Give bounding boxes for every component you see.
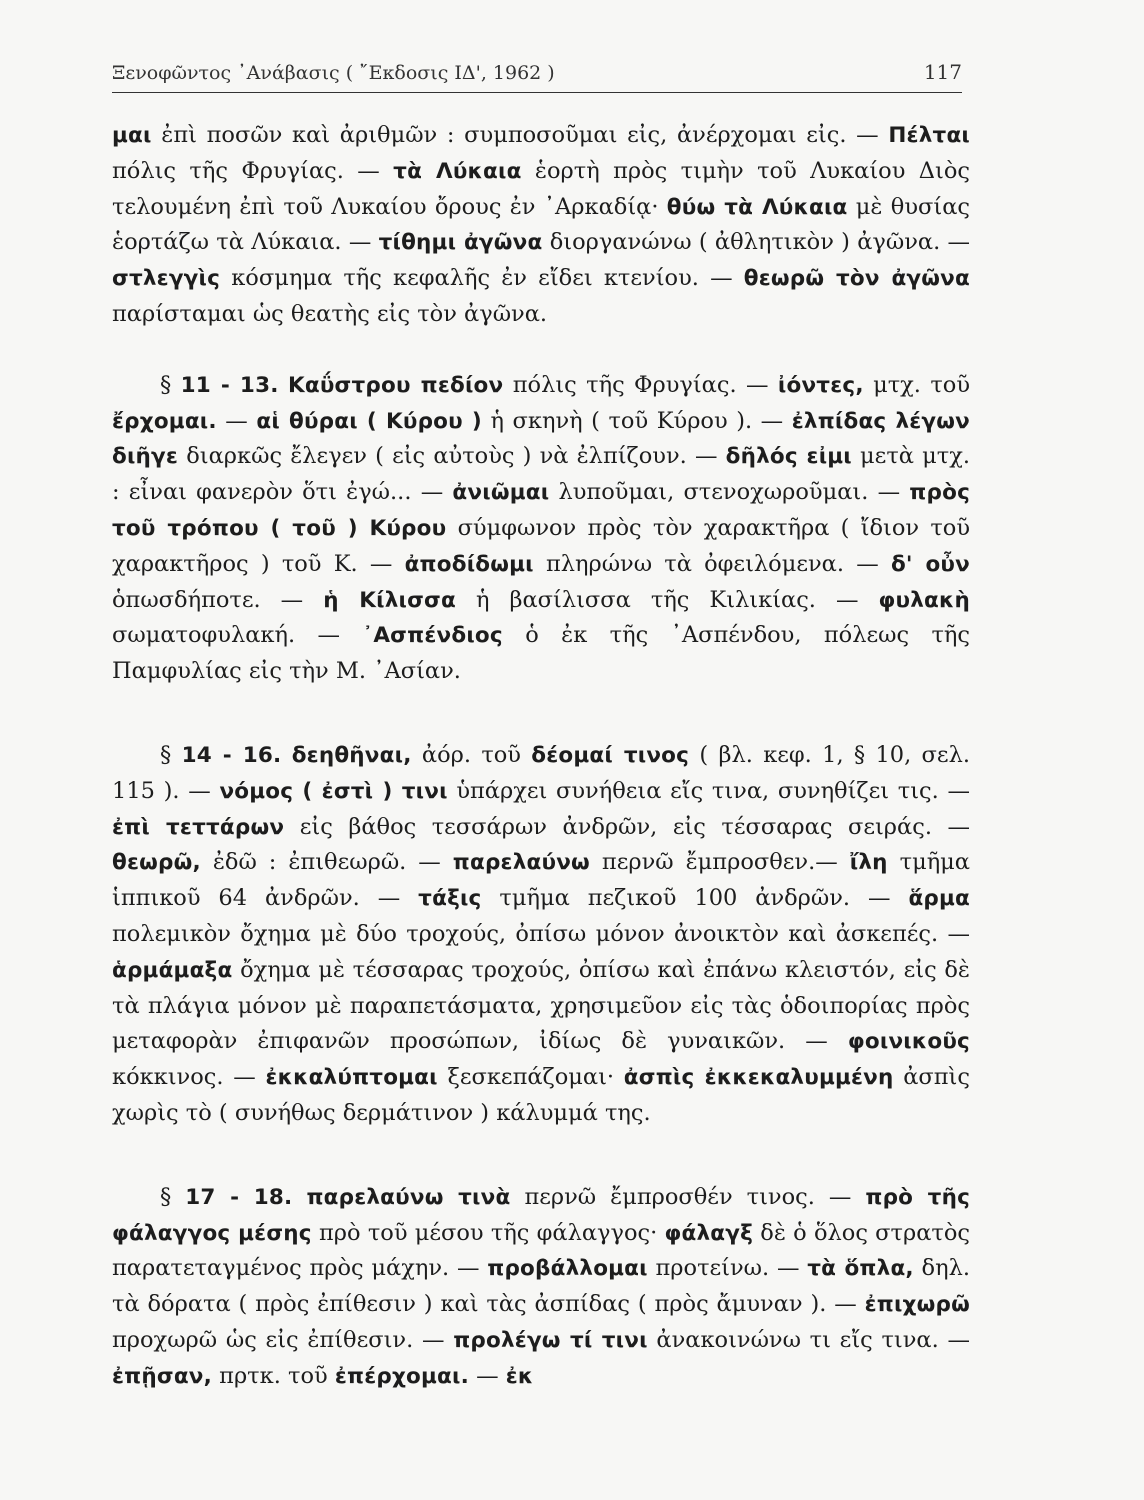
headword: 11 - 13. [180,372,279,398]
gloss-text: δὲ ὁ ὅλος στρατὸς παρατεταγμένος πρὸς μάχην. — [112,1219,970,1282]
headword: ἔρχομαι. [112,408,217,434]
headword: ἀσπὶς ἐκκεκαλυμμένη [623,1065,894,1091]
headword: τὰ ὅπλα, [807,1256,914,1282]
gloss-text: ἐδῶ : ἐπιθεωρῶ. — [200,849,453,876]
gloss-text: § [160,1183,186,1210]
gloss-text [281,742,291,768]
gloss-text: λυποῦμαι, στενοχωροῦμαι. — [549,479,910,506]
headword: τάξις [418,886,482,912]
gloss-text: ( βλ. κεφ. 1, § 10, σελ. 115 ). — [112,741,970,804]
gloss-text: ὄχημα μὲ τέσσαρας τροχούς, ὀπίσω καὶ ἐπάνω κλειστόν, εἰς δὲ τὰ πλάγια μόνον μὲ παραπετάσματα, χρησιμεῦον εἰς τὰς ὁδοιπορίας πρὸς μεταφορὰν ἐπιφανῶν προσώπων, ἰδίως δὲ γυναικῶν. — [112,956,970,1055]
headword: ἐκ [505,1363,534,1389]
gloss-text: ἀνακοινώνω τι εἴς τινα. — [647,1326,971,1353]
headword: ἐπιχωρῶ [864,1292,970,1318]
headword: Πέλται [888,123,970,148]
gloss-text: εἰς βάθος τεσσάρων ἀνδρῶν, εἰς τέσσαρας σειράς. — [284,813,970,840]
gloss-text: πόλις τῆς Φρυγίας. — [503,371,778,398]
headword: πρὸς τοῦ τρόπου ( τοῦ ) Κύρου [112,480,971,541]
gloss-text: § [160,741,182,768]
gloss-text: σωματοφυλακή. — [112,622,363,649]
headword: ἐκκαλύπτομαι [265,1065,438,1091]
headword: δῆλός εἰμι [725,444,852,470]
headword: ἐπέρχομαι. [334,1363,469,1389]
headword: παρελαύνω τινὰ [306,1184,511,1210]
headword: Καΰστρου πεδίον [288,372,504,398]
headword: φάλαγξ [664,1220,754,1246]
headword: φοινικοῦς [847,1029,970,1055]
gloss-text: § [160,371,181,398]
headword: ᾿Ασπένδιος [362,623,503,649]
headword: ἐπὶ τεττάρων [112,814,285,840]
gloss-text: ἀσπὶς χωρὶς τὸ ( συνήθως δερμάτινον ) κάλυμμά της. [112,1064,970,1126]
headword: θεωρῶ, [112,850,201,876]
gloss-text: μετὰ μτχ. : εἶναι φανερὸν ὅτι ἐγώ... — [112,443,970,506]
paragraph [112,1180,970,1395]
headword: θεωρῶ τὸν ἀγῶνα [743,266,970,292]
gloss-text: μτχ. τοῦ [863,371,970,398]
gloss-text [292,1184,306,1210]
headword: 14 - 16. [181,742,282,768]
gloss-text: περνῶ ἔμπροσθεν.— [589,849,850,876]
headword: πρὸ τῆς φάλαγγος μέσης [112,1184,971,1246]
headword: φυλακὴ [878,587,970,613]
gloss-text: προχωρῶ ὡς εἰς ἐπίθεσιν. — [112,1326,454,1353]
paragraph [112,738,970,1132]
gloss-text [279,372,288,398]
headword: ἅρμα [908,886,970,912]
paragraph [112,118,970,333]
gloss-text: παρίσταμαι ὡς θεατὴς εἰς τὸν ἀγῶνα. [112,300,548,327]
gloss-text: ὑπάρχει συνήθεια εἴς τινα, συνηθίζει τις. — [447,777,970,804]
gloss-text: ἡ βασίλισσα τῆς Κιλικίας. — [455,586,879,613]
gloss-text: πολεμικὸν ὄχημα μὲ δύο τροχούς, ὀπίσω μόνον ἀνοικτὸν καὶ ἀσκεπές. — [112,920,970,947]
gloss-text: ξεσκεπάζομαι· [437,1064,624,1091]
headword: ἴλη [849,850,888,876]
headword: προβάλλομαι [487,1256,648,1282]
gloss-text: διαρκῶς ἔλεγεν ( εἰς αὐτοὺς ) νὰ ἐλπίζουν. — [178,443,726,470]
headword: ἐλπίδας λέγων διῆγε [112,408,971,470]
gloss-text: κόσμημα τῆς κεφαλῆς ἐν εἴδει κτενίου. — [220,265,744,292]
gloss-text: — [216,407,257,434]
headword: στλεγγὶς [112,266,221,292]
gloss-text: — [468,1362,506,1389]
headword: παρελαύνω [452,850,590,876]
gloss-text: τμῆμα ἱππικοῦ 64 ἀνδρῶν. — [112,849,970,912]
gloss-text: τμῆμα πεζικοῦ 100 ἀνδρῶν. — [481,885,909,912]
gloss-text: πρὸ τοῦ μέσου τῆς φάλαγγος· [311,1219,665,1246]
gloss-text: περνῶ ἔμπροσθέν τινος. — [510,1183,866,1210]
headword: ἡ Κίλισσα [323,587,456,613]
headword: ἀνιῶμαι [452,480,550,506]
headword: ἁρμάμαξα [112,957,233,983]
gloss-text: πληρώνω τὰ ὀφειλόμενα. — [533,550,891,577]
page-body [112,118,970,1430]
headword: δεηθῆναι, [291,742,412,768]
gloss-text: ὁ ἐκ τῆς ᾿Ασπένδου, πόλεως τῆς Παμφυλίας εἰς τὴν Μ. ᾿Ασίαν. [112,622,970,685]
gloss-text: ἡ σκηνὴ ( τοῦ Κύρου ). — [481,407,792,434]
headword: δέομαί τινος [531,742,690,768]
gloss-text: προτείνω. — [647,1255,808,1282]
gloss-text: πρτκ. τοῦ [212,1362,335,1389]
running-title: Ξενοφῶντος ᾿Ανάβασις ( ῎Εκδοσις ΙΔ', 1962 ) [112,62,555,84]
gloss-text: σύμφωνον πρὸς τὸν χαρακτῆρα ( ἴδιον τοῦ χαρακτῆρος ) τοῦ Κ. — [112,514,970,577]
headword: τίθημι ἀγῶνα [378,230,543,256]
headword: 17 - 18. [185,1184,293,1210]
gloss-text: μὲ θυσίας ἑορτάζω τὰ Λύκαια. — [112,193,971,256]
gloss-text: ἀόρ. τοῦ [411,741,532,768]
paragraph [112,368,970,690]
headword: αἱ θύραι ( Κύρου ) [256,408,482,434]
headword: ἰόντες, [777,372,864,398]
gloss-text: διοργανώνω ( ἀθλητικὸν ) ἀγῶνα. — [542,229,970,256]
gloss-text: ἑορτὴ πρὸς τιμὴν τοῦ Λυκαίου Διὸς τελουμένη ἐπὶ τοῦ Λυκαίου ὄρους ἐν ᾿Αρκαδίᾳ· [112,157,970,220]
page-number: 117 [923,60,962,84]
headword: δ' οὖν [890,551,970,577]
headword: τὰ Λύκαια [393,158,522,184]
headword: ἐπῇσαν, [112,1363,213,1389]
gloss-text: ἐπὶ ποσῶν καὶ ἀριθμῶν : συμποσοῦμαι εἰς, ἀνέρχομαι εἰς. — [151,122,889,148]
running-header [112,56,962,93]
headword: θύω τὰ Λύκαια [666,194,848,220]
headword: προλέγω τί τινι [453,1327,648,1353]
headword: ἀποδίδωμι [404,551,534,577]
headword: νόμος ( ἐστὶ ) τινι [219,778,448,804]
gloss-text: πόλις τῆς Φρυγίας. — [112,157,394,184]
headword: μαι [112,123,152,148]
gloss-text: δηλ. τὰ δόρατα ( πρὸς ἐπίθεσιν ) καὶ τὰς ἀσπίδας ( πρὸς ἄμυναν ). — [112,1255,971,1318]
gloss-text: κόκκινος. — [112,1064,266,1091]
gloss-text: ὁπωσδήποτε. — [112,586,324,613]
